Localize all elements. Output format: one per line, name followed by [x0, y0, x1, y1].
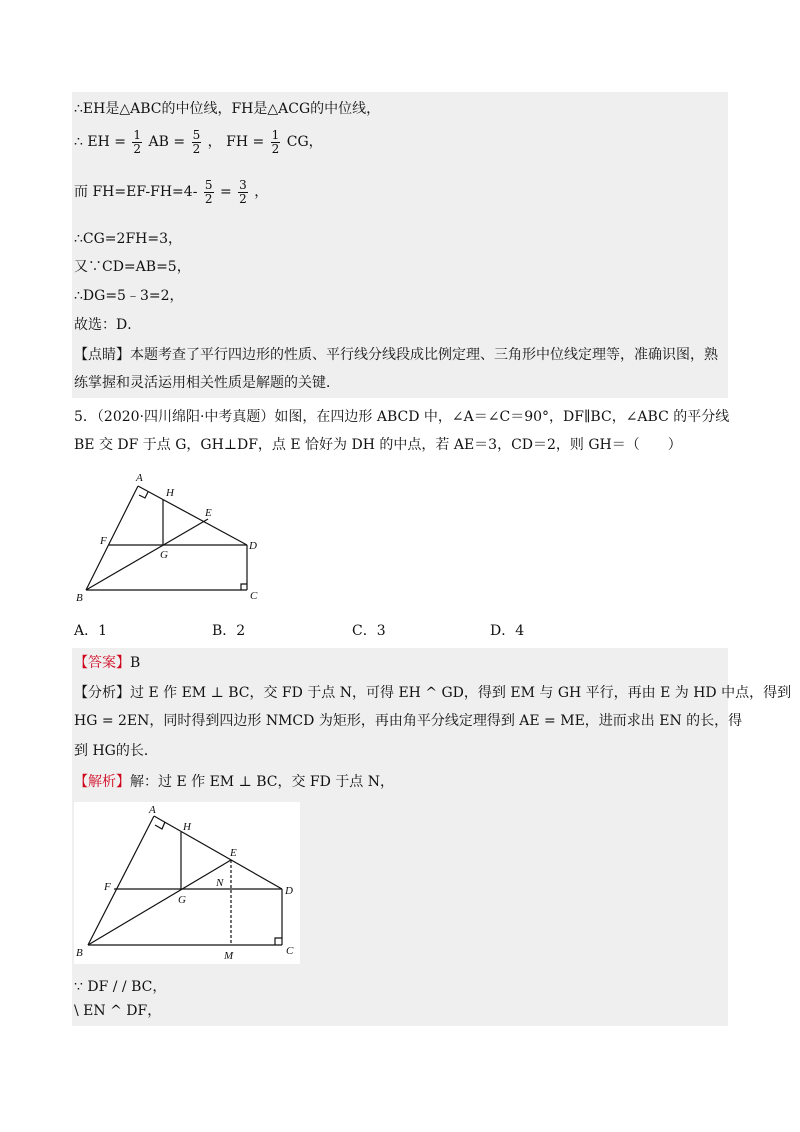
analysis-tag: 【分析】: [74, 685, 130, 701]
solution-step-1: ∵ DF / / BC，: [74, 979, 167, 995]
question-line-2: BE 交 DF 于点 G，GH⊥DF，点 E 恰好为 DH 的中点，若 AE＝3，CD＝2，则 GH＝（ ）: [74, 437, 682, 453]
analysis-line-1: [74, 684, 791, 702]
solution-line-3: [74, 174, 268, 210]
solution-tag: 【解析】: [74, 774, 130, 790]
key-point-line-1: 【点睛】本题考查了平行四边形的性质、平行线分线段成比例定理、三角形中位线定理等，准确识图，熟: [74, 347, 718, 363]
right-angle-A: [155, 822, 165, 829]
right-angle-C: [241, 584, 247, 590]
label-F: F: [104, 881, 111, 893]
label-G: G: [178, 894, 186, 906]
equation-part: AB =: [148, 134, 186, 150]
fraction: [204, 179, 214, 206]
solution-line-6: ∴DG=5﹣3=2，: [74, 288, 184, 304]
option-b: B．2: [212, 623, 246, 639]
numerator: 5: [192, 127, 201, 142]
geometry-figure-solution: [74, 802, 300, 964]
label-B: B: [76, 947, 83, 959]
label-N: N: [216, 877, 224, 889]
denominator: 2: [204, 191, 213, 206]
geometry-figure-question: [74, 470, 274, 610]
option-d: D．4: [490, 623, 525, 639]
fraction: [238, 179, 248, 206]
label-A: A: [136, 472, 143, 484]
label-D: D: [285, 885, 293, 897]
equation-part: =: [219, 184, 232, 200]
label-E: E: [230, 847, 237, 859]
equation-part: ， FH =: [207, 134, 265, 150]
equation-part: 而 FH=EF-FH=4-: [74, 184, 198, 200]
equation-part: ∴ EH =: [74, 134, 126, 150]
label-E: E: [205, 507, 212, 519]
equation-part: CG，: [286, 134, 323, 150]
fraction: [192, 129, 202, 156]
analysis-text: 过 E 作 EM ⊥ BC，交 FD 于点 N，可得 EH ^ GD，得到 EM 与 GH 平行，再由 E 为 HD 中点，得到: [130, 685, 792, 701]
solution-step-2: \ EN ^ DF，: [74, 1003, 162, 1019]
solution-line-1: ∴EH是△ABC的中位线，FH是△ACG的中位线，: [74, 101, 381, 117]
label-M: M: [224, 950, 234, 962]
label-H: H: [183, 821, 191, 833]
numerator: 1: [133, 127, 142, 142]
answer-line: [74, 654, 140, 672]
analysis-line-2: HG = 2EN，同时得到四边形 NMCD 为矩形，再由角平分线定理得到 AE = ME，进而求出 EN 的长，得: [74, 713, 743, 729]
denominator: 2: [271, 141, 280, 156]
right-angle-C: [275, 938, 282, 945]
fraction: [132, 129, 142, 156]
denominator: 2: [133, 141, 142, 156]
answer-tag: 【答案】: [74, 655, 130, 671]
answer-value: B: [130, 655, 141, 671]
solution-line-4: ∴CG=2FH=3，: [74, 231, 183, 247]
option-c: C．3: [352, 623, 386, 639]
label-B: B: [76, 592, 83, 604]
label-G: G: [160, 549, 168, 561]
denominator: 2: [192, 141, 201, 156]
label-A: A: [149, 804, 156, 816]
equation-part: ，: [254, 184, 269, 200]
right-angle-A: [139, 492, 148, 498]
denominator: 2: [239, 191, 247, 206]
analysis-line-3: 到 HG的长．: [74, 743, 158, 759]
solution-line-5: 又∵CD=AB=5，: [74, 259, 191, 275]
solution-line-2: [74, 124, 323, 160]
numerator: 5: [204, 177, 213, 192]
fraction: [271, 129, 281, 156]
label-C: C: [250, 590, 258, 602]
question-line-1: 5．（2020·四川绵阳·中考真题）如图，在四边形 ABCD 中，∠A＝∠C＝90°，DF∥BC，∠ABC 的平分线: [74, 409, 730, 425]
solution-line-7: 故选：D．: [74, 317, 142, 333]
solution-intro-line: [74, 773, 394, 791]
numerator: 1: [271, 127, 280, 142]
label-D: D: [249, 540, 257, 552]
line-AD: [138, 486, 247, 545]
label-F: F: [100, 535, 107, 547]
label-C: C: [286, 945, 294, 957]
solution-text: 解：过 E 作 EM ⊥ BC，交 FD 于点 N，: [130, 774, 394, 790]
option-a: A．1: [74, 623, 108, 639]
numerator: 3: [239, 177, 247, 192]
label-H: H: [166, 487, 174, 499]
key-point-line-2: 练掌握和灵活运用相关性质是解题的关键．: [74, 375, 340, 391]
